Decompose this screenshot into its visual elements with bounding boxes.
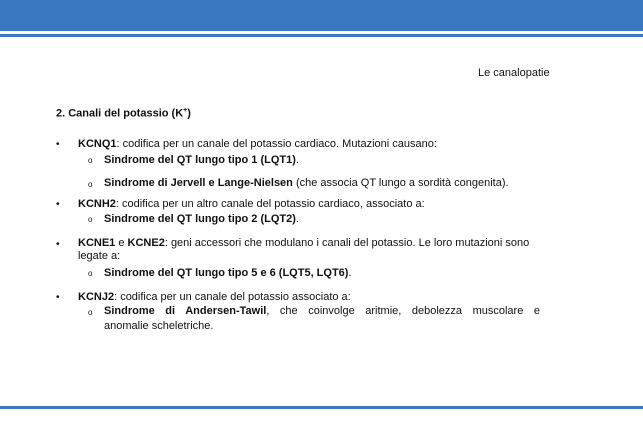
sub-item-jervell: Sindrome di Jervell e Lange-Nielsen (che associa QT lungo a sordità congenita). <box>104 177 509 189</box>
bullet-marker: • <box>56 239 60 250</box>
list-item-kcnj2: KCNJ2: codifica per un canale del potassio associato a: <box>78 291 351 303</box>
list-item-kcnh2: KCNH2: codifica per un altro canale del potassio cardiaco, associato a: <box>78 198 425 210</box>
slide-title: Le canalopatie <box>478 67 550 79</box>
gene-name: KCNQ1 <box>78 138 117 150</box>
gene-name: KCNH2 <box>78 198 116 210</box>
sub-marker: o <box>88 156 93 165</box>
footer-rule <box>0 406 643 409</box>
bullet-marker: • <box>56 292 60 303</box>
sub-item-andersen-tawil: Sindrome di Andersen-Tawil, che coinvolge aritmie, debolezza muscolare e anomalie scheletriche. <box>104 305 540 332</box>
sub-marker: o <box>88 269 93 278</box>
gene-name: KCNE1 <box>78 237 116 249</box>
gene-name: KCNE2 <box>127 237 165 249</box>
sub-marker: o <box>88 180 93 189</box>
section-heading: 2. Canali del potassio (K+) <box>56 107 191 120</box>
header-bar <box>0 0 643 31</box>
list-item-kcnq1: KCNQ1: codifica per un canale del potassio cardiaco. Mutazioni causano: <box>78 138 437 150</box>
sub-marker: o <box>88 215 93 224</box>
sub-item-lqt1: Sindrome del QT lungo tipo 1 (LQT1). <box>104 154 299 166</box>
list-item-kcne: KCNE1 e KCNE2: geni accessori che modulano i canali del potassio. Le loro mutazioni sono legate a: <box>78 237 530 262</box>
gene-name: KCNJ2 <box>78 291 115 303</box>
bullet-marker: • <box>56 199 60 210</box>
sub-item-lqt5-6: Sindrome del QT lungo tipo 5 e 6 (LQT5, LQT6). <box>104 267 352 279</box>
sub-item-lqt2: Sindrome del QT lungo tipo 2 (LQT2). <box>104 213 299 225</box>
header-rule <box>0 34 643 37</box>
bullet-marker: • <box>56 139 60 150</box>
sub-marker: o <box>88 308 93 317</box>
